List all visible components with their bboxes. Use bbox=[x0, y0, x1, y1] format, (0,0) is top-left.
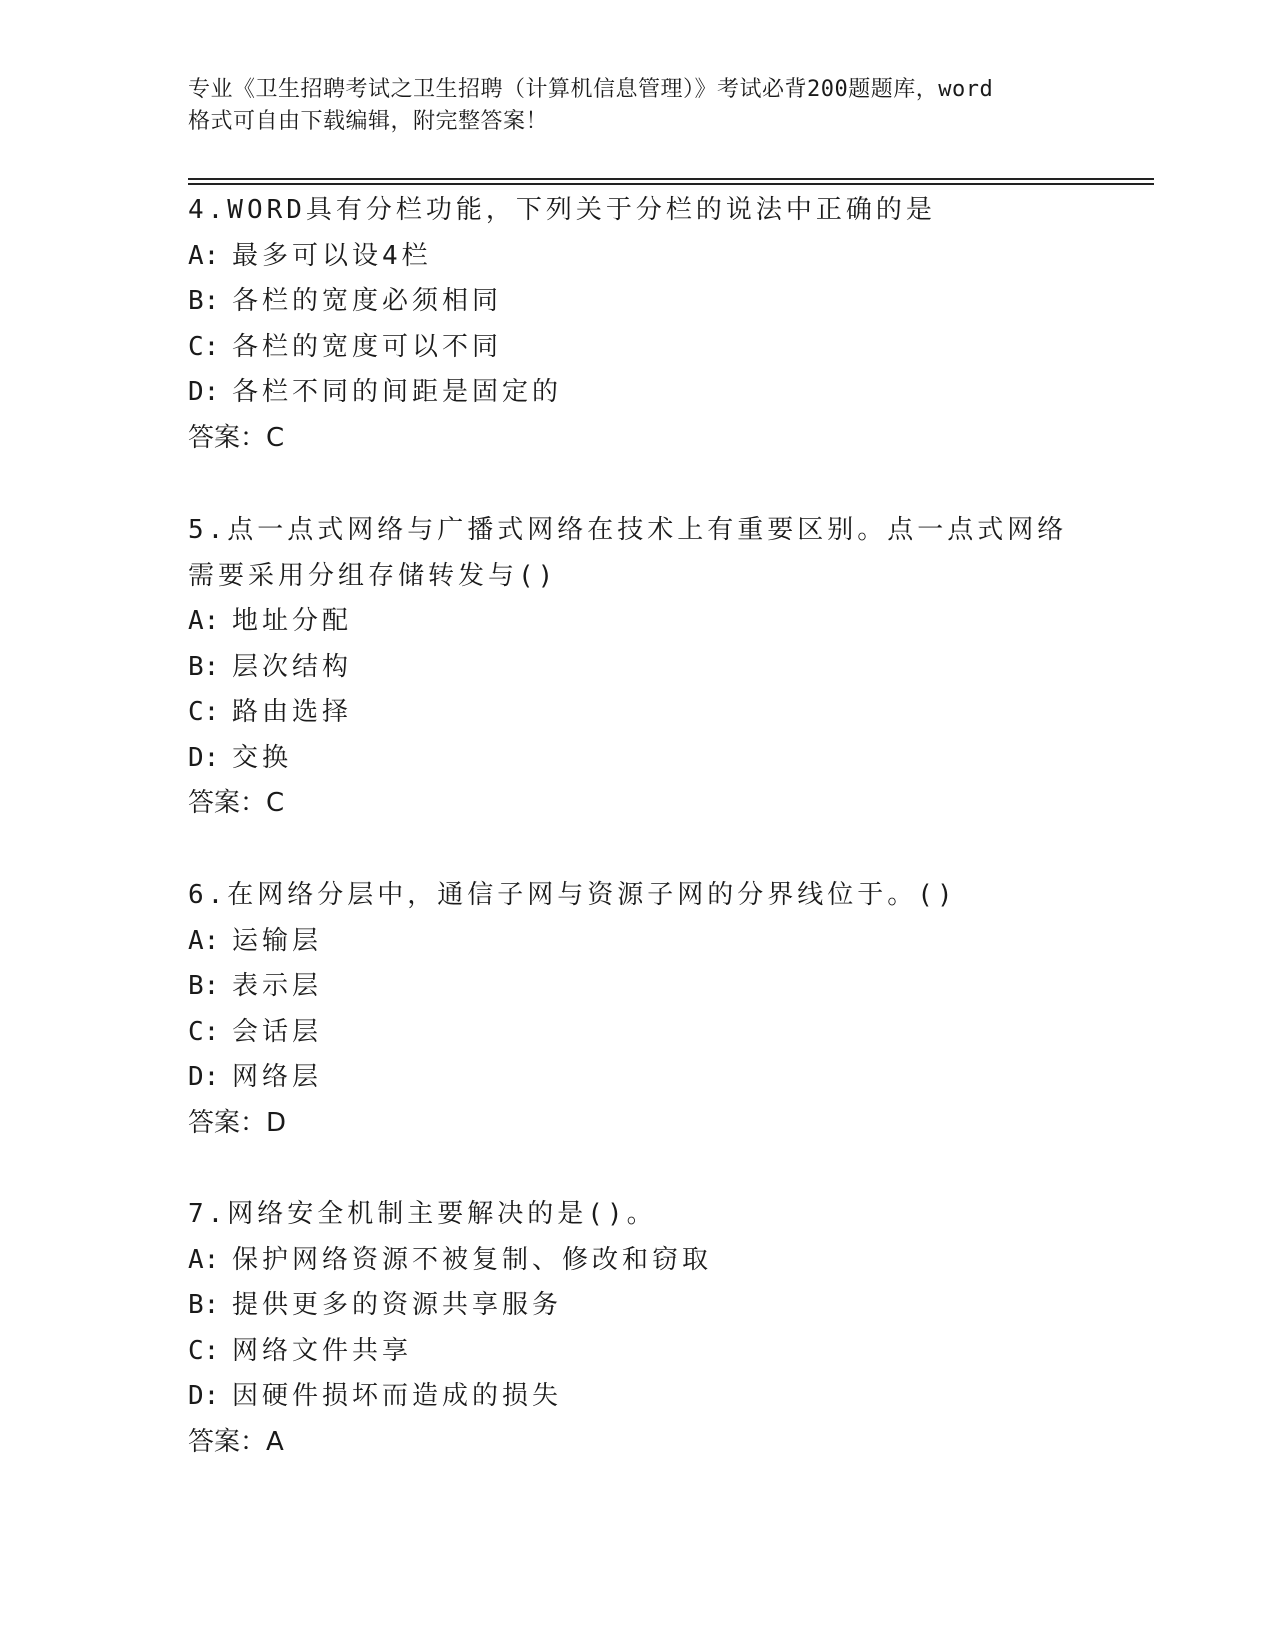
option-d bbox=[188, 1374, 1088, 1420]
option-text: 各栏的宽度可以不同 bbox=[232, 331, 503, 362]
option-key: B: bbox=[188, 971, 220, 1001]
option-text: 表示层 bbox=[232, 971, 323, 1001]
option-key: A: bbox=[188, 606, 220, 636]
option-text: 最多可以设4栏 bbox=[232, 240, 432, 271]
option-key: C: bbox=[188, 1016, 220, 1047]
question-stem: 7.网络安全机制主要解决的是()。 bbox=[188, 1199, 657, 1229]
option-text: 因硬件损坏而造成的损失 bbox=[232, 1381, 563, 1411]
option-key: D: bbox=[188, 1062, 220, 1092]
answer-line: 答案：A bbox=[188, 1426, 284, 1457]
document-header bbox=[188, 74, 1088, 138]
option-c bbox=[188, 690, 1088, 736]
option-c bbox=[188, 1329, 1088, 1375]
option-c bbox=[188, 325, 1088, 371]
option-a bbox=[188, 919, 1088, 965]
question-stem: 5.点一点式网络与广播式网络在技术上有重要区别。点一点式网络需要采用分组存储转发与() bbox=[188, 515, 1068, 591]
option-text: 运输层 bbox=[232, 925, 323, 956]
answer-line: 答案：D bbox=[188, 1107, 287, 1138]
header-line-1: 专业《卫生招聘考试之卫生招聘（计算机信息管理）》考试必背200题题库，word bbox=[188, 77, 994, 102]
option-text: 地址分配 bbox=[232, 606, 353, 636]
header-divider-top bbox=[188, 178, 1154, 180]
option-key: B: bbox=[188, 651, 220, 682]
option-a bbox=[188, 1238, 1088, 1284]
question-stem: 4.WORD具有分栏功能，下列关于分栏的说法中正确的是 bbox=[188, 195, 936, 225]
option-key: D: bbox=[188, 1381, 220, 1411]
option-text: 交换 bbox=[232, 742, 293, 773]
option-key: B: bbox=[188, 1290, 220, 1320]
answer-line: 答案：C bbox=[188, 788, 285, 818]
option-key: A: bbox=[188, 240, 220, 271]
question-block bbox=[188, 1192, 1088, 1465]
option-d bbox=[188, 370, 1088, 416]
option-d bbox=[188, 1055, 1088, 1101]
answer-line: 答案：C bbox=[188, 422, 285, 453]
option-text: 路由选择 bbox=[232, 697, 353, 727]
option-a bbox=[188, 234, 1088, 280]
option-b bbox=[188, 279, 1088, 325]
option-d bbox=[188, 736, 1088, 782]
question-block bbox=[188, 873, 1088, 1146]
option-b bbox=[188, 964, 1088, 1010]
option-c bbox=[188, 1010, 1088, 1056]
option-key: C: bbox=[188, 331, 220, 362]
option-text: 会话层 bbox=[232, 1016, 323, 1047]
option-text: 层次结构 bbox=[232, 651, 353, 682]
option-text: 各栏的宽度必须相同 bbox=[232, 286, 503, 316]
option-a bbox=[188, 599, 1088, 645]
option-key: C: bbox=[188, 1335, 220, 1366]
question-block bbox=[188, 508, 1088, 827]
option-text: 各栏不同的间距是固定的 bbox=[232, 377, 563, 407]
option-key: B: bbox=[188, 286, 220, 316]
option-text: 网络文件共享 bbox=[232, 1335, 413, 1366]
option-text: 网络层 bbox=[232, 1062, 323, 1092]
option-key: A: bbox=[188, 925, 220, 956]
option-key: C: bbox=[188, 697, 220, 727]
header-divider-bottom bbox=[188, 183, 1154, 185]
option-b bbox=[188, 1283, 1088, 1329]
header-line-2: 格式可自由下载编辑，附完整答案！ bbox=[188, 109, 549, 134]
option-key: A: bbox=[188, 1244, 220, 1275]
question-stem: 6.在网络分层中，通信子网与资源子网的分界线位于。() bbox=[188, 880, 957, 910]
option-key: D: bbox=[188, 742, 220, 773]
option-key: D: bbox=[188, 377, 220, 407]
question-block bbox=[188, 188, 1088, 461]
option-b bbox=[188, 645, 1088, 691]
option-text: 保护网络资源不被复制、修改和窃取 bbox=[232, 1244, 713, 1275]
option-text: 提供更多的资源共享服务 bbox=[232, 1290, 563, 1320]
